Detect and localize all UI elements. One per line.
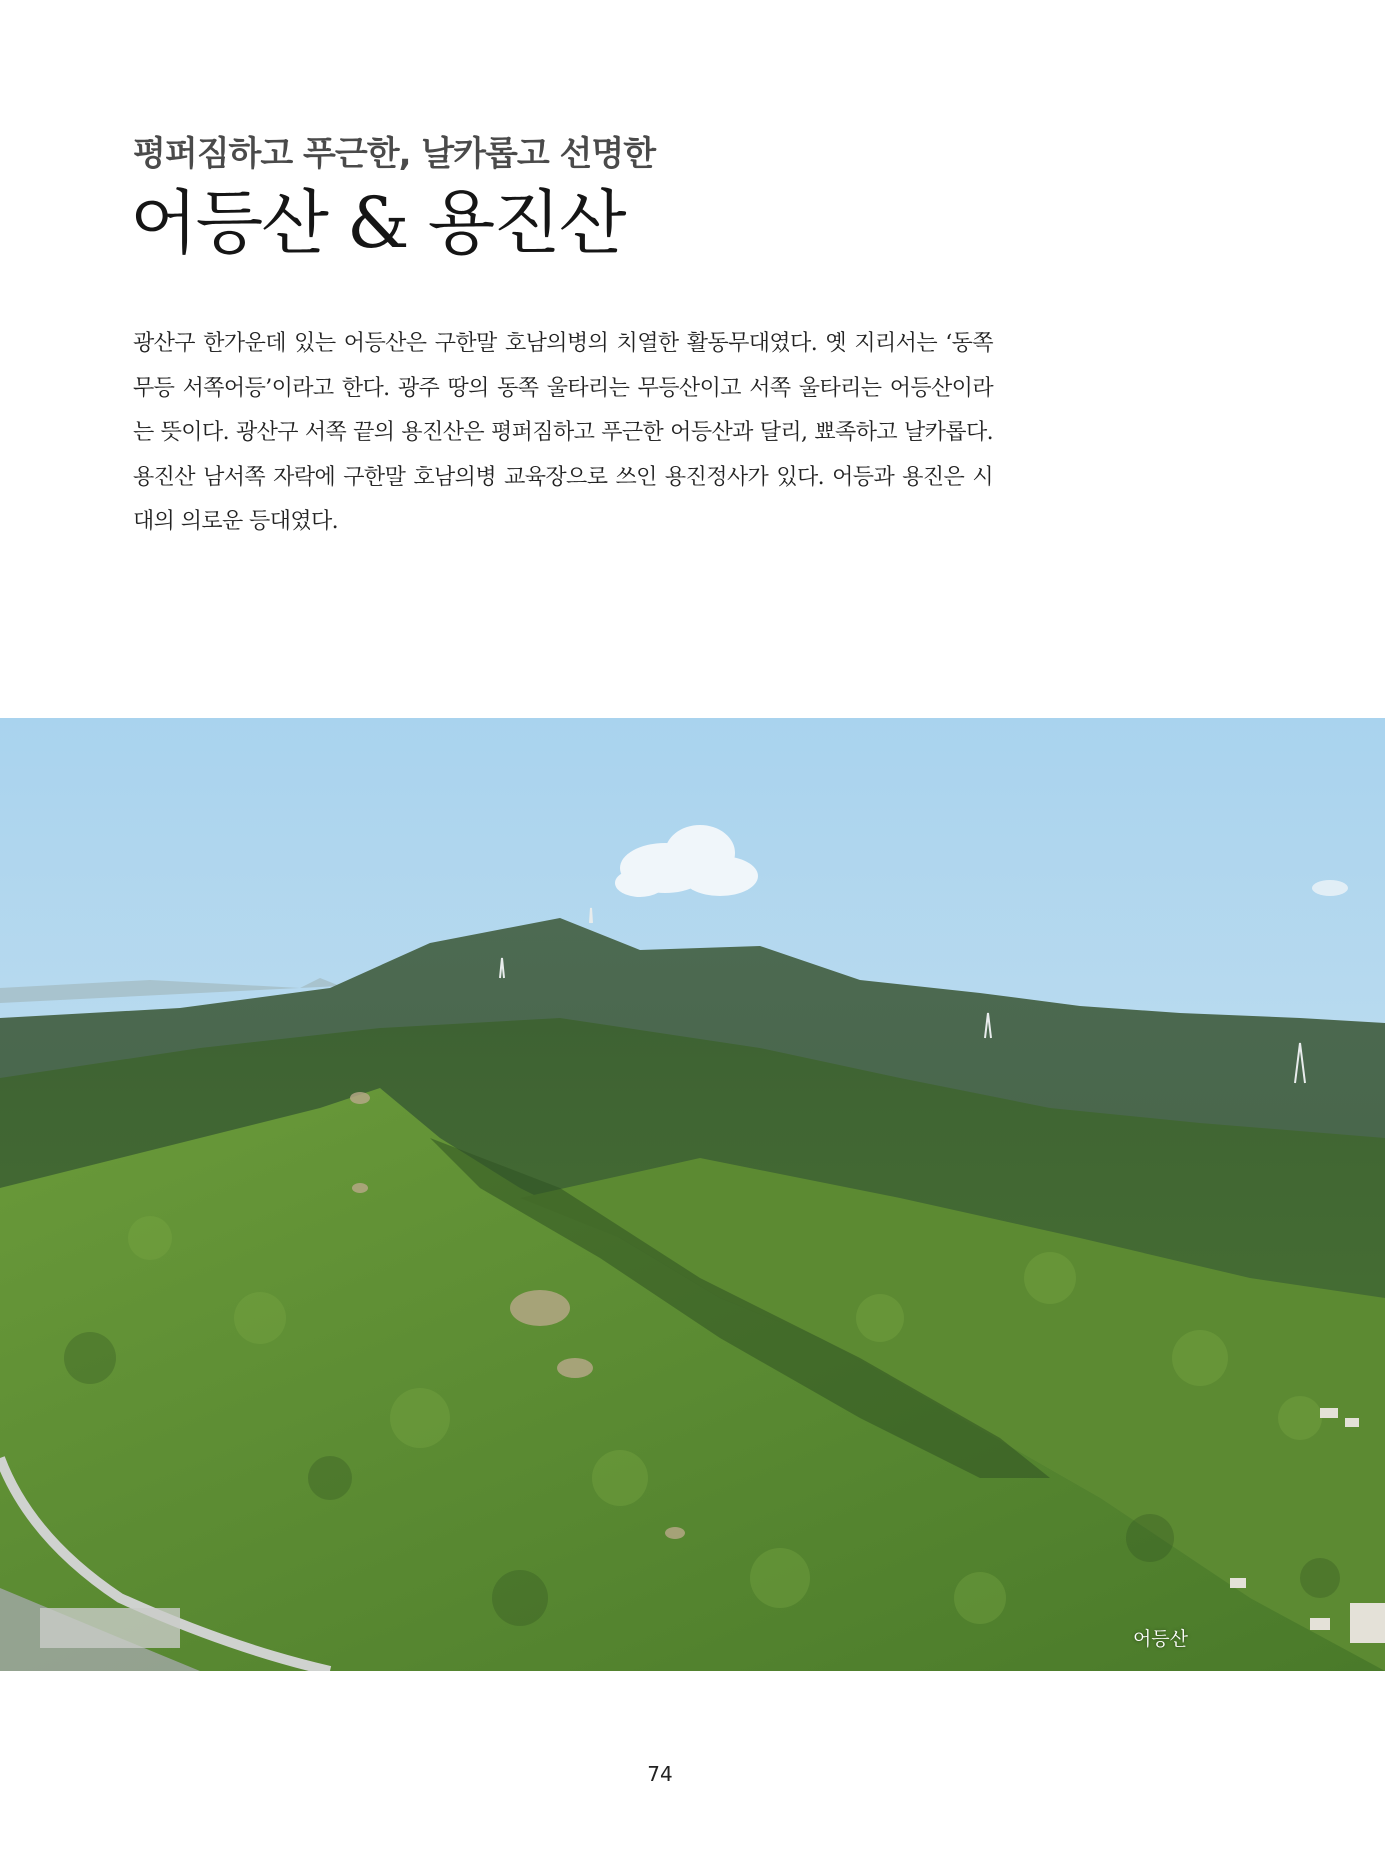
article-title: 어등산 & 용진산 (130, 182, 625, 264)
mountain-photo (0, 718, 1385, 1671)
photo-caption: 어등산 (1132, 1628, 1188, 1650)
aerial-mountain-illustration (0, 718, 1385, 1671)
article-body: 광산구 한가운데 있는 어등산은 구한말 호남의병의 치열한 활동무대였다. 옛 지리서는 ‘동쪽무등 서쪽어등’이라고 한다. 광주 땅의 동쪽 울타리는 무등산이고 서쪽 울타리는 어등산이라는 뜻이다. 광산구 서쪽 끝의 용진산은 평퍼짐하고 푸근한 어등산과 달리, 뾰족하고 날카롭다. 용진산 남서쪽 자락에 구한말 호남의병 교육장으로 쓰인 용진정사가 있다. 어등과 용진은 시대의 의로운 등대였다. (133, 331, 993, 534)
page-number: 74 (647, 1762, 673, 1786)
article-subtitle: 평퍼짐하고 푸근한, 날카롭고 선명한 (133, 134, 656, 174)
